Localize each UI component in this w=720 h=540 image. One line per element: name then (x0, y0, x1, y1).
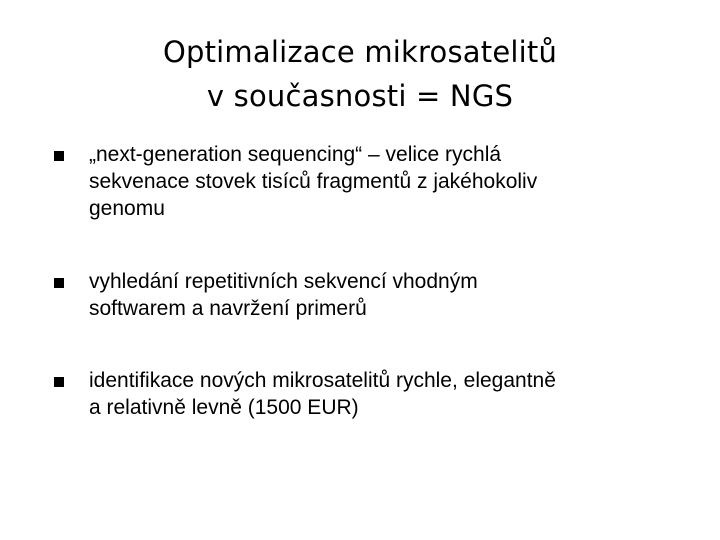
bullet-text-line: a relativně levně (1500 EUR) (89, 396, 359, 419)
bullet-text-line: „next-generation sequencing“ – velice rychlá (89, 143, 502, 166)
square-bullet-icon (54, 377, 64, 387)
square-bullet-icon (54, 151, 64, 161)
bullet-text (89, 268, 654, 322)
bullet-text-line: sekvenace stovek tisíců fragmentů z jakéhokoliv (89, 170, 538, 193)
bullet-text (89, 141, 654, 222)
square-bullet-icon (54, 278, 64, 288)
bullet-text-line: vyhledání repetitivních sekvencí vhodným (89, 270, 478, 293)
bullet-text-line: genomu (89, 197, 165, 220)
bullet-text-line: softwarem a navržení primerů (89, 297, 367, 320)
slide-title-line: Optimalizace mikrosatelitů (162, 35, 558, 69)
bullet-text-line: identifikace nových mikrosatelitů rychle, elegantně (89, 369, 556, 392)
slide-title-line: v současnosti = NGS (206, 79, 514, 113)
bullet-text (89, 367, 654, 421)
